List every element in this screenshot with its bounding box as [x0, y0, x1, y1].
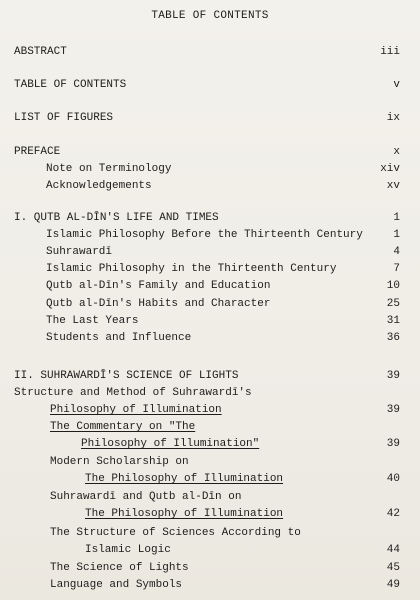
- toc-entry-page: 39: [386, 438, 400, 450]
- toc-entry-title: Suhrawardī and Qutb al-Dīn on: [50, 491, 242, 503]
- toc-entry-page: 25: [386, 298, 400, 310]
- toc-entry-page: 36: [386, 332, 400, 344]
- toc-entry-page: xv: [386, 180, 400, 192]
- toc-entry-title: ABSTRACT: [14, 46, 67, 58]
- toc-entry-page: 10: [386, 280, 400, 292]
- toc-entry-page: 39: [386, 370, 400, 382]
- page-title: TABLE OF CONTENTS: [151, 10, 269, 22]
- toc-entry-page: 7: [393, 263, 400, 275]
- toc-entry-title: Modern Scholarship on: [50, 456, 189, 468]
- toc-entry-title: The Science of Lights: [50, 562, 189, 574]
- toc-entry-title: II. SUHRAWARDĪ'S SCIENCE OF LIGHTS: [14, 370, 239, 382]
- toc-entry-title: Note on Terminology: [46, 163, 172, 175]
- toc-entry-page: x: [393, 146, 400, 158]
- toc-entry-title: The Last Years: [46, 315, 139, 327]
- toc-entry-page: 39: [386, 404, 400, 416]
- toc-entry-page: 40: [386, 473, 400, 485]
- toc-entry-title: Acknowledgements: [46, 180, 152, 192]
- toc-entry-page: 1: [393, 212, 400, 224]
- toc-entry-page: 1: [393, 229, 400, 241]
- toc-entry-title: I. QUTB AL-DĪN'S LIFE AND TIMES: [14, 212, 219, 224]
- toc-entry-title: Qutb al-Dīn's Family and Education: [46, 280, 271, 292]
- toc-entry-title: Suhrawardī: [46, 246, 113, 258]
- toc-entry-page: xiv: [380, 163, 400, 175]
- toc-entry-page: v: [393, 79, 400, 91]
- toc-entry-title: Islamic Logic: [85, 544, 171, 556]
- toc-entry-title: Students and Influence: [46, 332, 192, 344]
- toc-entry-page: 49: [386, 579, 400, 591]
- toc-entry-title: The Philosophy of Illumination: [85, 508, 284, 520]
- toc-entry-page: iii: [380, 46, 400, 58]
- toc-entry-title: Islamic Philosophy in the Thirteenth Century: [46, 263, 337, 275]
- toc-entry-title: Qutb al-Dīn's Habits and Character: [46, 298, 271, 310]
- toc-entry-title: TABLE OF CONTENTS: [14, 79, 127, 91]
- toc-entry-title: Language and Symbols: [50, 579, 183, 591]
- toc-entry-title: Islamic Philosophy Before the Thirteenth Century: [46, 229, 363, 241]
- toc-entry-page: 4: [393, 246, 400, 258]
- toc-entry-title: LIST OF FIGURES: [14, 112, 114, 124]
- toc-entry-title: Structure and Method of Suhrawardī's: [14, 387, 252, 399]
- toc-entry-page: ix: [386, 112, 400, 124]
- toc-entry-page: 44: [386, 544, 400, 556]
- toc-entry-page: 45: [386, 562, 400, 574]
- toc-entry-title: Philosophy of Illumination: [50, 404, 222, 416]
- toc-entry-title: The Structure of Sciences According to: [50, 527, 301, 539]
- toc-entry-page: 42: [386, 508, 400, 520]
- toc-entry-title: PREFACE: [14, 146, 61, 158]
- toc-entry-title: The Philosophy of Illumination: [85, 473, 284, 485]
- toc-entry-page: 31: [386, 315, 400, 327]
- toc-entry-title: The Commentary on "The: [50, 421, 196, 433]
- toc-entry-title: Philosophy of Illumination": [81, 438, 260, 450]
